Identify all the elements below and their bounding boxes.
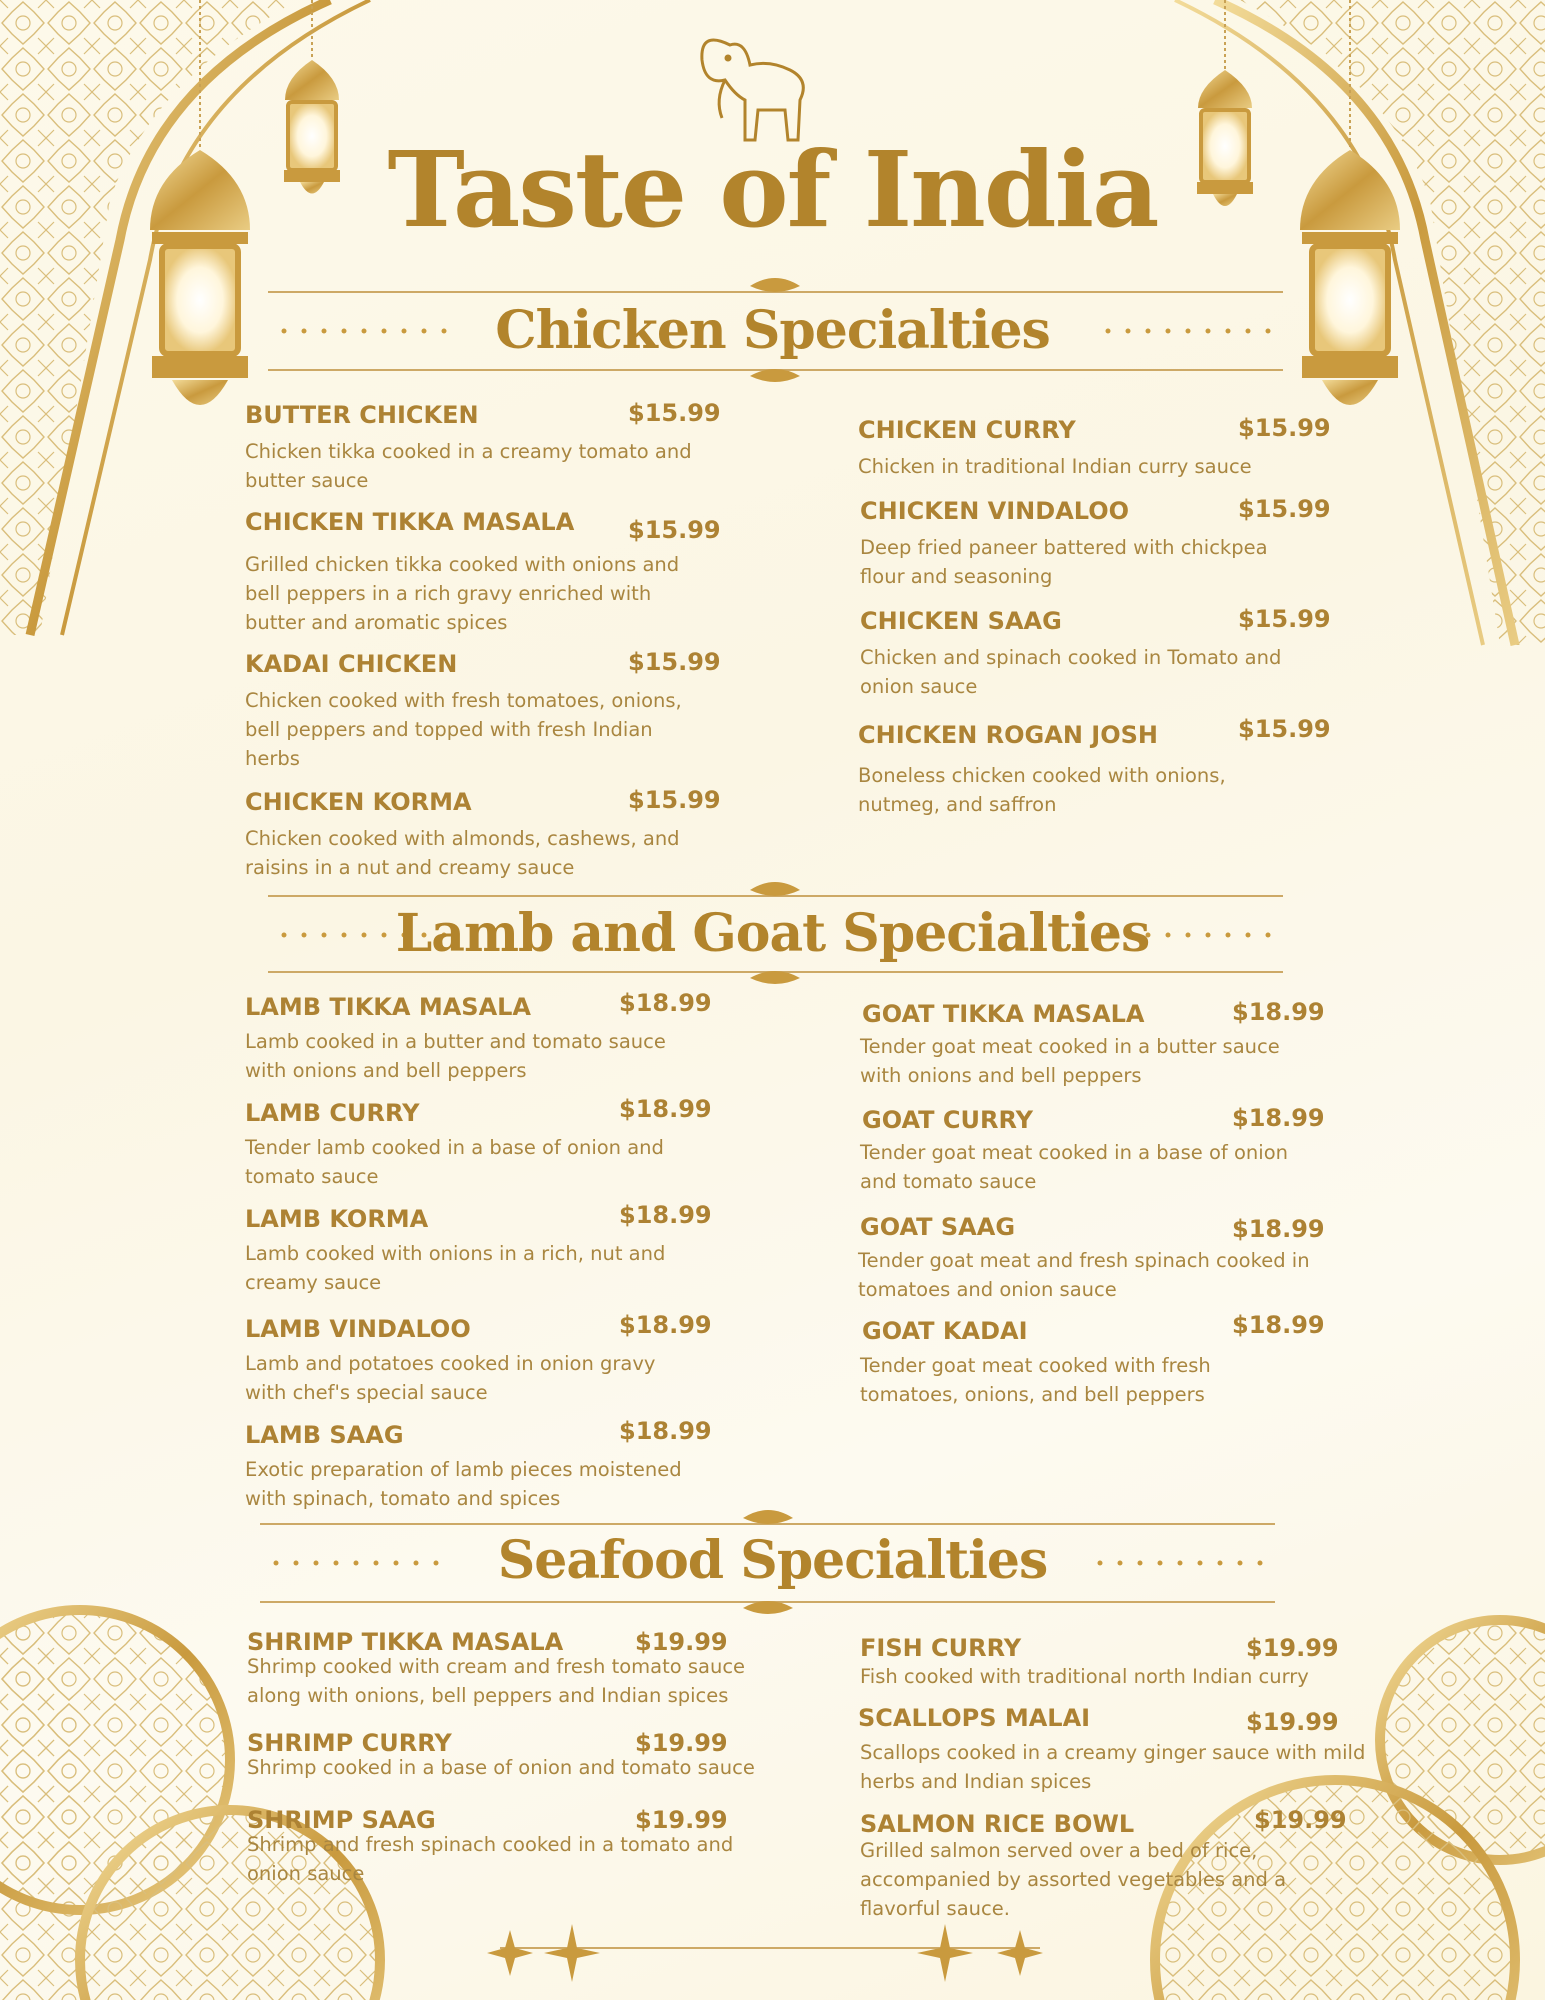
item-description: Shrimp cooked in a base of onion and tomato sauce [247,1756,755,1779]
item-description: Chicken and spinach cooked in Tomato and onion sauce [860,646,1282,698]
item-name: GOAT KADAI [862,1317,1028,1345]
item-description: Shrimp and fresh spinach cooked in a tomato and onion sauce [247,1833,734,1885]
item-price: $19.99 [1254,1806,1347,1834]
item-description: Shrimp cooked with cream and fresh tomato sauce along with onions, bell peppers and Indian spices [247,1655,746,1707]
item-name: FISH CURRY [860,1634,1022,1662]
item-description: Lamb cooked with onions in a rich, nut and creamy sauce [245,1242,666,1294]
item-price: $18.99 [1232,998,1325,1026]
item-name: CHICKEN TIKKA MASALA [245,508,575,536]
restaurant-title: Taste of India [387,128,1158,251]
item-name: CHICKEN VINDALOO [860,497,1130,525]
item-price: $15.99 [628,786,721,814]
item-description: Grilled salmon served over a bed of rice, accompanied by assorted vegetables and a flavorful sauce. [860,1839,1287,1920]
item-price: $18.99 [619,1201,712,1229]
item-description: Fish cooked with traditional north Indian curry [860,1665,1309,1688]
item-price: $15.99 [628,399,721,427]
item-name: LAMB VINDALOO [245,1315,471,1343]
item-name: GOAT TIKKA MASALA [862,1000,1145,1028]
item-price: $15.99 [628,516,721,544]
item-description: Scallops cooked in a creamy ginger sauce with mild herbs and Indian spices [860,1741,1366,1793]
item-description: Deep fried paneer battered with chickpea flour and seasoning [860,536,1268,588]
item-description: Boneless chicken cooked with onions, nutmeg, and saffron [858,764,1226,816]
item-name: GOAT SAAG [860,1213,1016,1241]
item-price: $15.99 [628,648,721,676]
item-price: $18.99 [1232,1311,1325,1339]
item-price: $19.99 [635,1628,728,1656]
item-price: $19.99 [1246,1708,1339,1736]
section-title-seafood: Seafood Specialties [497,1530,1048,1591]
item-price: $18.99 [619,1095,712,1123]
item-name: LAMB SAAG [245,1421,404,1449]
four-point-star-icon [487,1924,1043,1982]
item-price: $18.99 [619,989,712,1017]
item-description: Grilled chicken tikka cooked with onions and bell peppers in a rich gravy enriched with butter and aromatic spices [245,553,680,634]
item-description: Tender goat meat cooked with fresh tomatoes, onions, and bell peppers [860,1354,1211,1406]
item-description: Tender lamb cooked in a base of onion and tomato sauce [245,1136,664,1188]
item-price: $18.99 [1232,1104,1325,1132]
item-description: Chicken cooked with almonds, cashews, and raisins in a nut and creamy sauce [245,827,680,879]
item-name: SHRIMP CURRY [247,1729,452,1757]
section-title-chicken: Chicken Specialties [495,300,1050,361]
item-name: LAMB TIKKA MASALA [245,993,532,1021]
item-description: Lamb cooked in a butter and tomato sauce with onions and bell peppers [245,1030,666,1082]
item-price: $19.99 [635,1729,728,1757]
item-price: $15.99 [1238,414,1331,442]
item-description: Tender goat meat and fresh spinach cooked in tomatoes and onion sauce [858,1249,1310,1301]
item-name: CHICKEN CURRY [858,416,1076,444]
item-name: BUTTER CHICKEN [245,401,479,429]
item-price: $15.99 [1238,715,1331,743]
item-name: CHICKEN ROGAN JOSH [858,721,1158,749]
item-description: Tender goat meat cooked in a base of onion and tomato sauce [860,1141,1288,1193]
item-description: Exotic preparation of lamb pieces moistened with spinach, tomato and spices [245,1458,682,1510]
item-name: KADAI CHICKEN [245,650,458,678]
item-name: SCALLOPS MALAI [858,1704,1091,1732]
item-description: Chicken tikka cooked in a creamy tomato and butter sauce [245,440,692,492]
item-price: $18.99 [619,1417,712,1445]
section-title-lamb-goat: Lamb and Goat Specialties [395,903,1150,964]
item-name: GOAT CURRY [862,1106,1034,1134]
item-description: Lamb and potatoes cooked in onion gravy with chef's special sauce [245,1352,656,1404]
item-name: LAMB KORMA [245,1205,429,1233]
item-name: LAMB CURRY [245,1099,420,1127]
item-description: Chicken in traditional Indian curry sauce [858,455,1252,478]
item-description: Chicken cooked with fresh tomatoes, onions, bell peppers and topped with fresh Indian herbs [245,689,682,770]
item-price: $18.99 [1232,1215,1325,1243]
item-name: SHRIMP SAAG [247,1806,436,1834]
item-price: $19.99 [1246,1634,1339,1662]
item-price: $18.99 [619,1311,712,1339]
item-name: SHRIMP TIKKA MASALA [247,1628,564,1656]
item-name: SALMON RICE BOWL [860,1810,1135,1838]
item-price: $15.99 [1238,495,1331,523]
item-name: CHICKEN KORMA [245,788,472,816]
item-description: Tender goat meat cooked in a butter sauce with onions and bell peppers [860,1035,1280,1087]
item-name: CHICKEN SAAG [860,607,1062,635]
item-price: $19.99 [635,1806,728,1834]
item-price: $15.99 [1238,605,1331,633]
elephant-logo-icon [702,40,803,140]
